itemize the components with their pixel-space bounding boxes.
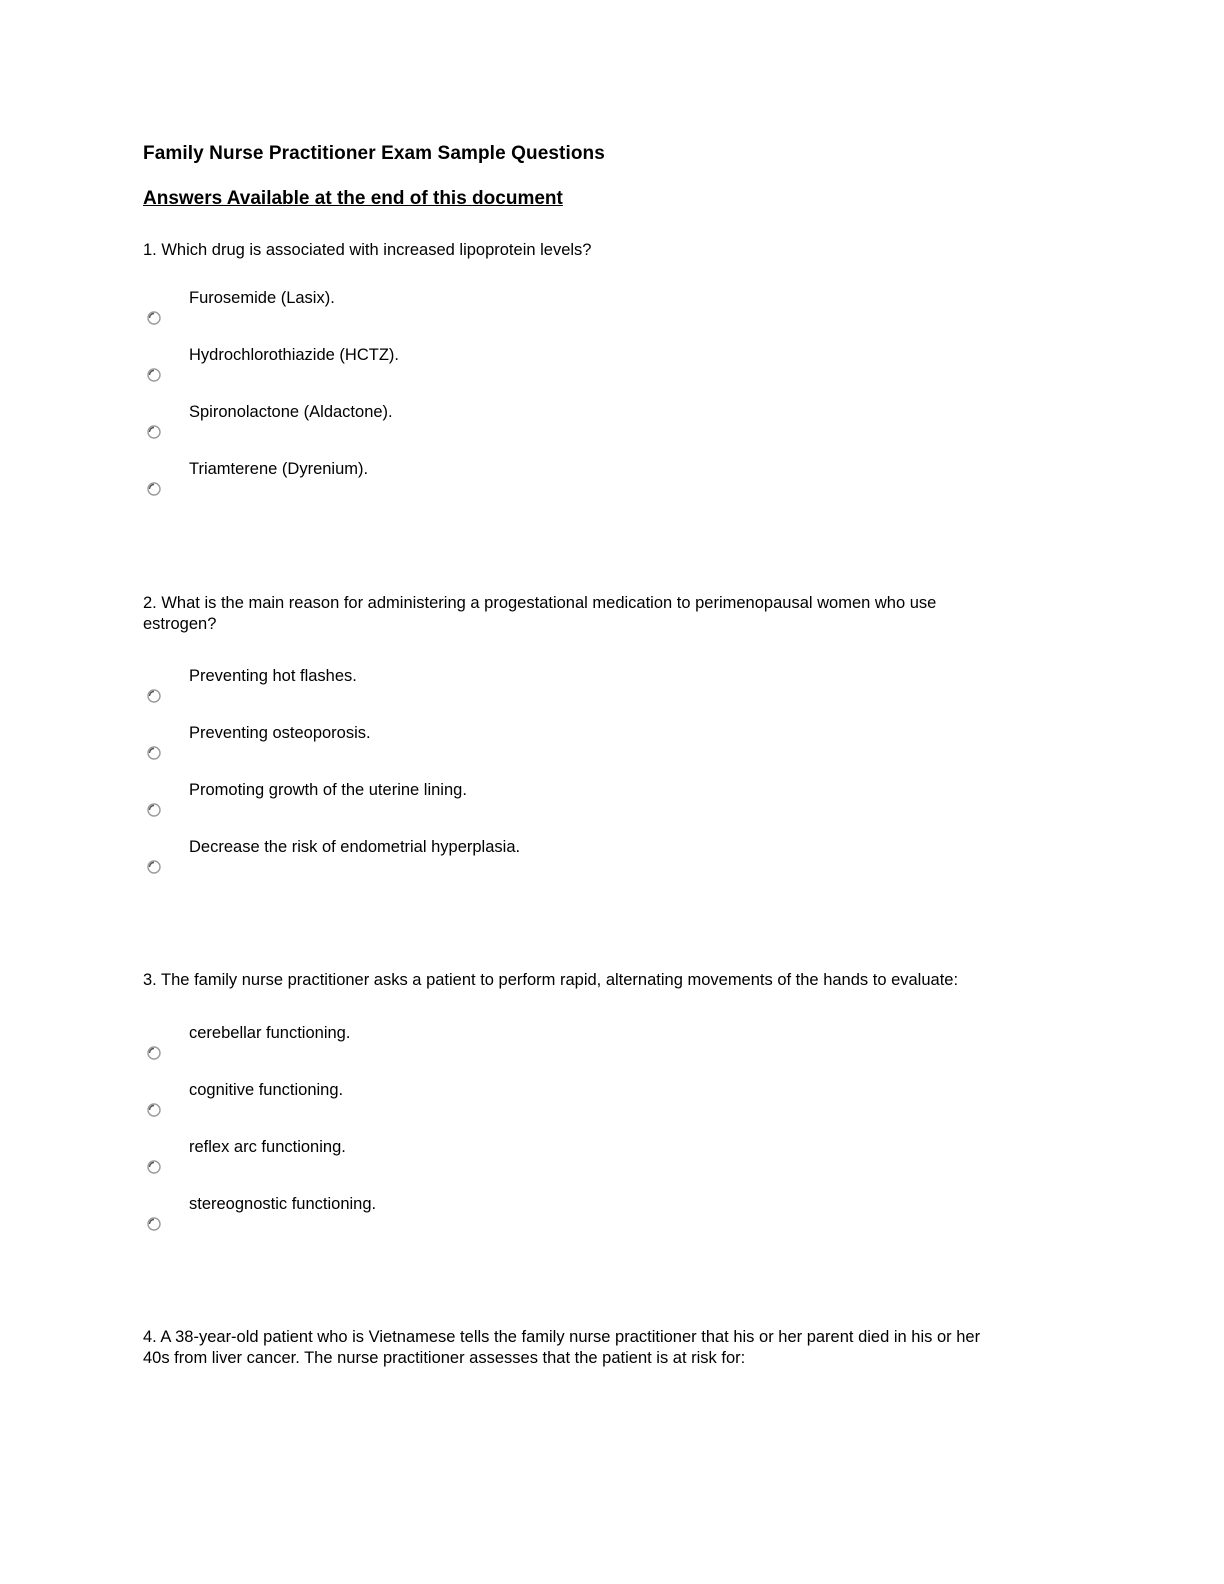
option-label: Decrease the risk of endometrial hyperplasia. <box>189 838 521 856</box>
radio-button-icon[interactable] <box>146 424 162 440</box>
option-1d[interactable] <box>143 459 843 511</box>
question-4 <box>143 1327 1063 1369</box>
option-label: Hydrochlorothiazide (HCTZ). <box>189 346 399 364</box>
question-1: 1. Which drug is associated with increased lipoprotein levels? <box>143 241 592 259</box>
option-label: reflex arc functioning. <box>189 1138 346 1156</box>
question-2-line-1: 2. What is the main reason for administering a progestational medication to perimenopausal women who use <box>143 594 937 612</box>
radio-button-icon[interactable] <box>146 745 162 761</box>
radio-button-icon[interactable] <box>146 802 162 818</box>
option-2b[interactable] <box>143 723 843 775</box>
answers-note: Answers Available at the end of this document <box>143 188 563 209</box>
option-label: cognitive functioning. <box>189 1081 344 1099</box>
option-1c[interactable] <box>143 402 843 454</box>
option-2d[interactable] <box>143 837 843 889</box>
question-4-line-1: 4. A 38-year-old patient who is Vietnamese tells the family nurse practitioner that his or her parent died in his or her <box>143 1328 981 1346</box>
option-3d[interactable] <box>143 1194 843 1246</box>
option-1b[interactable] <box>143 345 843 397</box>
option-label: Preventing osteoporosis. <box>189 724 371 742</box>
question-3: 3. The family nurse practitioner asks a patient to perform rapid, alternating movements of the hands to evaluate: <box>143 971 959 989</box>
option-2a[interactable] <box>143 666 843 718</box>
option-1a[interactable] <box>143 288 843 340</box>
option-label: Furosemide (Lasix). <box>189 289 335 307</box>
option-label: Preventing hot flashes. <box>189 667 357 685</box>
question-2 <box>143 593 1063 635</box>
option-label: stereognostic functioning. <box>189 1195 377 1213</box>
radio-button-icon[interactable] <box>146 1216 162 1232</box>
radio-button-icon[interactable] <box>146 310 162 326</box>
option-label: Triamterene (Dyrenium). <box>189 460 369 478</box>
page-title: Family Nurse Practitioner Exam Sample Questions <box>143 143 605 164</box>
radio-button-icon[interactable] <box>146 481 162 497</box>
radio-button-icon[interactable] <box>146 859 162 875</box>
option-3a[interactable] <box>143 1023 843 1075</box>
option-3b[interactable] <box>143 1080 843 1132</box>
question-2-line-2: estrogen? <box>143 615 217 633</box>
radio-button-icon[interactable] <box>146 1045 162 1061</box>
option-label: cerebellar functioning. <box>189 1024 351 1042</box>
radio-button-icon[interactable] <box>146 1102 162 1118</box>
radio-button-icon[interactable] <box>146 367 162 383</box>
question-4-line-2: 40s from liver cancer. The nurse practitioner assesses that the patient is at risk for: <box>143 1349 746 1367</box>
option-2c[interactable] <box>143 780 843 832</box>
option-3c[interactable] <box>143 1137 843 1189</box>
radio-button-icon[interactable] <box>146 688 162 704</box>
option-label: Spironolactone (Aldactone). <box>189 403 393 421</box>
option-label: Promoting growth of the uterine lining. <box>189 781 467 799</box>
radio-button-icon[interactable] <box>146 1159 162 1175</box>
